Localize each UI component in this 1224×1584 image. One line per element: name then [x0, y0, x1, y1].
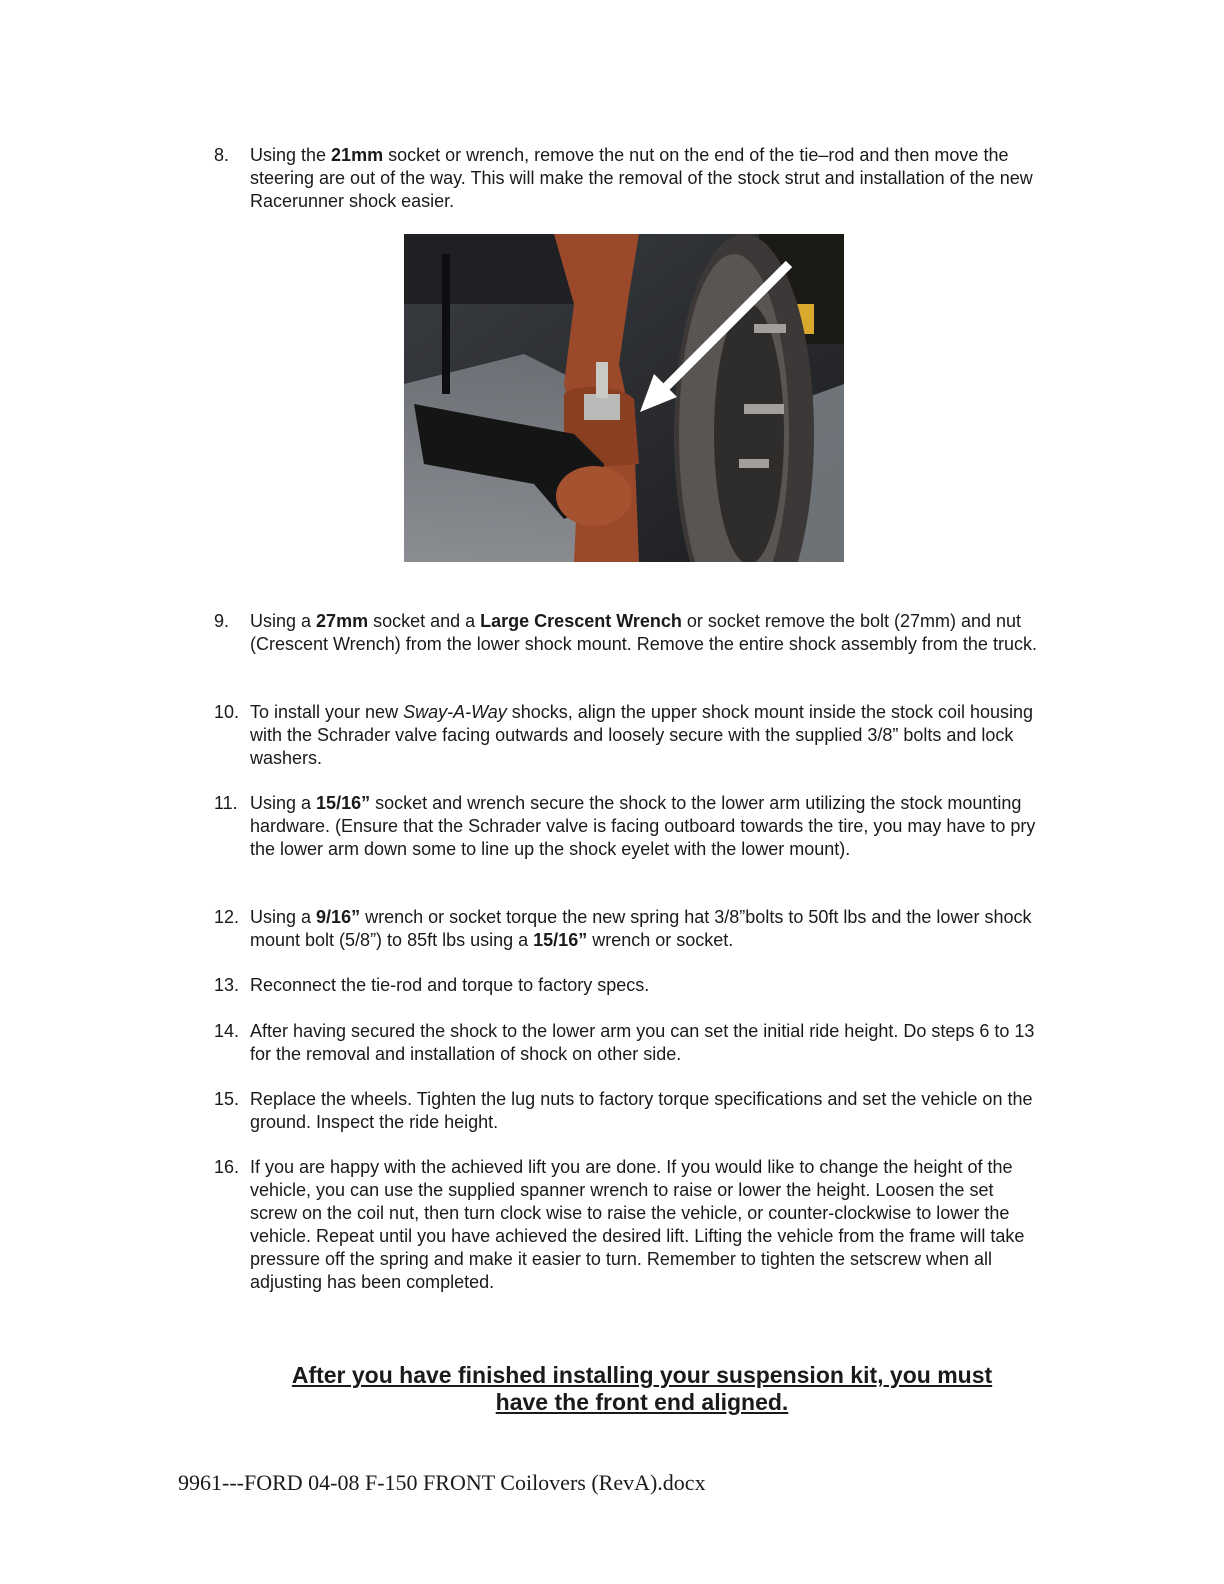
step-text	[250, 906, 1044, 952]
step-text-run: shocks, align the upper shock mount inside the stock coil housing with the Schrader valve facing outwards and loosely secure with the supplied 3/8” bolts and lock washers.	[250, 702, 1034, 768]
step-number: 10.	[214, 702, 240, 722]
step-number: 8.	[214, 145, 230, 165]
step-text	[250, 701, 1044, 770]
step-14	[214, 1020, 1044, 1066]
step-number: 14.	[214, 1021, 240, 1041]
step-number: 12.	[214, 907, 240, 927]
step-text-run: Replace the wheels. Tighten the lug nuts to factory torque specifications and set the vehicle on the ground. Inspect the ride height.	[250, 1089, 1033, 1132]
step-text	[250, 792, 1044, 861]
emphasis-text: 9/16”	[316, 907, 361, 927]
step-text-run: Using a	[250, 907, 317, 927]
step-13	[214, 974, 1044, 997]
step-text-run: Using a	[250, 793, 317, 813]
step-text	[250, 1088, 1044, 1134]
step-number: 11.	[214, 793, 238, 813]
step-text	[250, 974, 1044, 997]
emphasis-text: 27mm	[316, 611, 369, 631]
alignment-notice-line-2: have the front end aligned.	[495, 1389, 789, 1415]
step-text-run: wrench or socket.	[587, 930, 734, 950]
step-number: 13.	[214, 975, 240, 995]
emphasis-text: 21mm	[331, 145, 384, 165]
step-text-run: Reconnect the tie-rod and torque to factory specs.	[250, 975, 650, 995]
step-15	[214, 1088, 1044, 1134]
step-16	[214, 1156, 1044, 1294]
step-text-run: wrench or socket torque the new spring hat 3/8”bolts to 50ft lbs and the lower shock mount bolt (5/8”) to 85ft lbs using a	[250, 907, 1032, 950]
alignment-notice	[214, 1362, 1070, 1416]
step-12	[214, 906, 1044, 952]
step-text-run: Using the	[250, 145, 332, 165]
step-number: 16.	[214, 1157, 240, 1177]
emphasis-text: Large Crescent Wrench	[480, 611, 682, 631]
emphasis-text: 15/16”	[316, 793, 371, 813]
step-text-run: or socket remove the bolt (27mm) and nut (Crescent Wrench) from the lower shock mount. Remove the entire shock assembly from the truck.	[250, 611, 1037, 654]
step-text-run: socket or wrench, remove the nut on the end of the tie–rod and then move the steering are out of the way. This will make the removal of the stock strut and installation of the new Racerunner shock easier.	[250, 145, 1033, 211]
step-text	[250, 1020, 1044, 1066]
step-text-run: After having secured the shock to the lower arm you can set the initial ride height. Do steps 6 to 13 for the removal and installation of shock on other side.	[250, 1021, 1035, 1064]
step-number: 9.	[214, 611, 230, 631]
step-number: 15.	[214, 1089, 240, 1109]
alignment-notice-line-1: After you have finished installing your suspension kit, you must	[291, 1362, 993, 1388]
step-text-run: socket and a	[368, 611, 481, 631]
document-footer: 9961---FORD 04-08 F-150 FRONT Coilovers (RevA).docx	[178, 1470, 706, 1495]
product-name-text: Sway-A-Way	[403, 702, 507, 722]
step-9	[214, 610, 1044, 656]
step-text-run: Using a	[250, 611, 317, 631]
step-8	[214, 144, 1044, 213]
step-text-run: To install your new	[250, 702, 404, 722]
step-text	[250, 144, 1044, 213]
tie-rod-photo-graphic	[404, 234, 844, 562]
tie-rod-photo	[404, 234, 844, 562]
step-text-run: If you are happy with the achieved lift you are done. If you would like to change the height of the vehicle, you can use the supplied spanner wrench to raise or lower the height. Loosen the set screw on the coil nut, then turn clock wise to raise the vehicle, or counter-clockwise to lower the vehicle. Repeat until you have achieved the desired lift. Lifting the vehicle from the frame will take pressure off the spring and make it easier to turn. Remember to tighten the setscrew when all adjusting has been completed.	[250, 1157, 1025, 1292]
emphasis-text: 15/16”	[533, 930, 588, 950]
step-text-run: socket and wrench secure the shock to the lower arm utilizing the stock mounting hardware. (Ensure that the Schrader valve is facing outboard towards the tire, you may have to pry the lower arm down some to line up the shock eyelet with the lower mount).	[250, 793, 1036, 859]
step-10	[214, 701, 1044, 770]
step-text	[250, 1156, 1044, 1294]
step-text	[250, 610, 1044, 656]
step-11	[214, 792, 1044, 861]
